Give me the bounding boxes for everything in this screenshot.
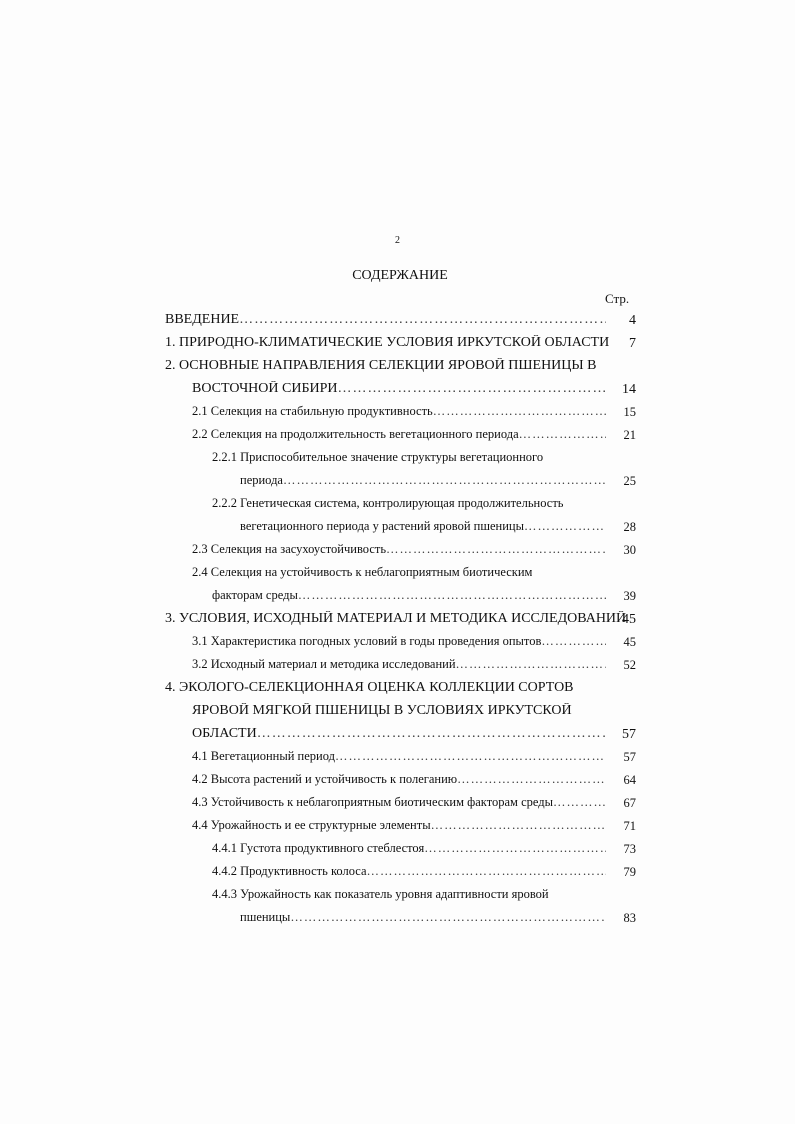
- toc-entry-text: факторам среды: [212, 588, 298, 602]
- dot-leader: [338, 381, 606, 397]
- toc-entry-line: [212, 887, 549, 907]
- toc-entry-line: [192, 565, 532, 585]
- dot-leader: [524, 519, 606, 534]
- toc-page-number: 28: [623, 520, 636, 534]
- dot-leader: [433, 404, 606, 419]
- toc-entry-line: [212, 450, 543, 470]
- toc-entry-text: ВВЕДЕНИЕ: [165, 312, 240, 327]
- toc-page-number: 45: [622, 612, 636, 627]
- toc-entry-line: [192, 703, 572, 723]
- toc-page-number: 52: [623, 658, 636, 672]
- toc-entry-line: [165, 680, 574, 700]
- toc-entry-line: [192, 634, 606, 654]
- dot-leader: [424, 841, 606, 856]
- toc-entry-line: [165, 335, 609, 355]
- toc-page-number: 73: [623, 842, 636, 856]
- toc-entry-line: [212, 864, 606, 884]
- toc-page-number: 57: [623, 750, 636, 764]
- toc-entry-text: периода: [240, 473, 283, 487]
- toc-page-number: 4: [629, 313, 636, 328]
- dot-leader: [257, 726, 606, 742]
- toc-entry-line: [192, 657, 606, 677]
- toc-entry-line: [165, 312, 606, 332]
- toc-entry-line: [212, 841, 606, 861]
- toc-page-number: 25: [623, 474, 636, 488]
- toc-entry-text: 4.4.3 Урожайность как показатель уровня адаптивности яровой: [212, 887, 549, 901]
- toc-entry-text: 4.3 Устойчивость к неблагоприятным биотическим факторам среды: [192, 795, 554, 809]
- toc-entry-text: 4.4.1 Густота продуктивного стеблестоя: [212, 841, 425, 855]
- toc-entry-text: вегетационного периода у растений яровой пшеницы: [240, 519, 524, 533]
- toc-page-number: 14: [622, 382, 636, 397]
- toc-entry-line: [240, 473, 606, 493]
- toc-page-number: 79: [623, 865, 636, 879]
- toc-entry-text: ЯРОВОЙ МЯГКОЙ ПШЕНИЦЫ В УСЛОВИЯХ ИРКУТСКОЙ: [192, 703, 572, 718]
- toc-entry-line: [240, 910, 606, 930]
- toc-entry-line: [192, 381, 606, 401]
- dot-leader: [298, 588, 606, 603]
- toc-entry-line: [192, 749, 606, 769]
- toc-entry-text: пшеницы: [240, 910, 291, 924]
- toc-entry-line: [165, 358, 596, 378]
- dot-leader: [290, 910, 606, 925]
- dot-leader: [283, 473, 606, 488]
- toc-entry-text: 3.2 Исходный материал и методика исследований: [192, 657, 456, 671]
- toc-entry-line: [192, 795, 606, 815]
- toc-page-number: 45: [623, 635, 636, 649]
- toc-page-number: 39: [623, 589, 636, 603]
- dot-leader: [367, 864, 606, 879]
- toc-entry-line: [212, 588, 606, 608]
- toc-entry-text: 2. ОСНОВНЫЕ НАПРАВЛЕНИЯ СЕЛЕКЦИИ ЯРОВОЙ ПШЕНИЦЫ В: [165, 358, 597, 373]
- toc-entry-text: 1. ПРИРОДНО-КЛИМАТИЧЕСКИЕ УСЛОВИЯ ИРКУТСКОЙ ОБЛАСТИ: [165, 335, 610, 350]
- toc-entry-line: [192, 772, 606, 792]
- toc-entry-text: 4.4 Урожайность и ее структурные элементы: [192, 818, 431, 832]
- toc-entry-line: [192, 427, 606, 447]
- toc-entry-line: [192, 542, 606, 562]
- toc-title: СОДЕРЖАНИЕ: [352, 268, 448, 283]
- toc-page-number: 83: [623, 911, 636, 925]
- page-column-label: Стр.: [605, 291, 630, 306]
- toc-entry-line: [192, 726, 606, 746]
- toc-entry-text: 2.4 Селекция на устойчивость к неблагоприятным биотическим: [192, 565, 533, 579]
- page-number: 2: [395, 235, 400, 246]
- toc-entry-text: 2.3 Селекция на засухоустойчивость: [192, 542, 387, 556]
- dot-leader: [386, 542, 606, 557]
- toc-entry-text: 2.1 Селекция на стабильную продуктивность: [192, 404, 433, 418]
- toc-page-number: 67: [623, 796, 636, 810]
- toc-page-number: 7: [629, 336, 636, 351]
- toc-entry-text: 4.1 Вегетационный период: [192, 749, 335, 763]
- dot-leader: [335, 749, 606, 764]
- toc-page-number: 71: [623, 819, 636, 833]
- dot-leader: [456, 657, 606, 672]
- toc-entry-line: [212, 496, 563, 516]
- toc-entry-line: [192, 404, 606, 424]
- toc-page-number: 30: [623, 543, 636, 557]
- dot-leader: [519, 427, 606, 442]
- toc-entry-text: 2.2.1 Приспособительное значение структуры вегетационного: [212, 450, 544, 464]
- toc-entry-text: 3.1 Характеристика погодных условий в годы проведения опытов: [192, 634, 542, 648]
- toc-entry-text: ОБЛАСТИ: [192, 726, 257, 741]
- toc-entry-text: 4.4.2 Продуктивность колоса: [212, 864, 367, 878]
- toc-entry-text: 4.2 Высота растений и устойчивость к полеганию: [192, 772, 458, 786]
- toc-page-number: 57: [622, 727, 636, 742]
- dot-leader: [239, 312, 606, 328]
- dot-leader: [431, 818, 606, 833]
- toc-entry-text: 2.2 Селекция на продолжительность вегетационного периода: [192, 427, 519, 441]
- dot-leader: [457, 772, 606, 787]
- toc-page-number: 21: [623, 428, 636, 442]
- toc-page-number: 64: [623, 773, 636, 787]
- toc-entry-text: ВОСТОЧНОЙ СИБИРИ: [192, 381, 338, 396]
- toc-entry-line: [165, 611, 626, 631]
- toc-page-number: 15: [623, 405, 636, 419]
- toc-entry-text: 4. ЭКОЛОГО-СЕЛЕКЦИОННАЯ ОЦЕНКА КОЛЛЕКЦИИ СОРТОВ: [165, 680, 574, 695]
- toc-entry-text: 2.2.2 Генетическая система, контролирующая продолжительность: [212, 496, 564, 510]
- toc-entry-line: [240, 519, 606, 539]
- toc-entry-line: [192, 818, 606, 838]
- toc-entry-text: 3. УСЛОВИЯ, ИСХОДНЫЙ МАТЕРИАЛ И МЕТОДИКА ИССЛЕДОВАНИЙ: [165, 611, 627, 626]
